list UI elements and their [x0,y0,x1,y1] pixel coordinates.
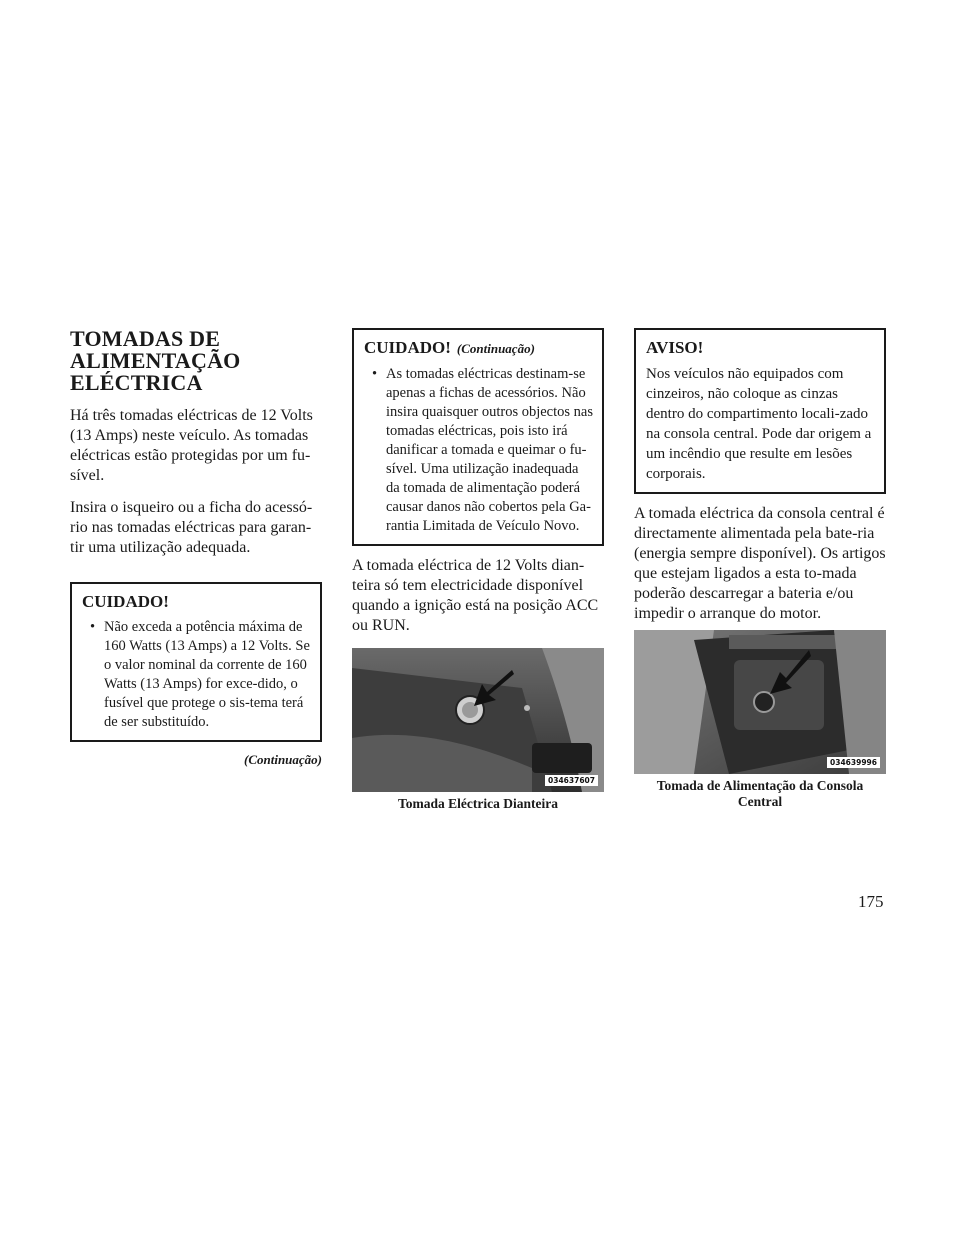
caution-title-text: CUIDADO! [364,338,451,357]
figure-caption: Tomada de Alimentação da Consola Central [656,778,864,809]
continued-label: (Continuação) [243,752,322,767]
caution-continued-label: (Continuação) [456,341,535,356]
console-outlet-paragraph: A tomada eléctrica da consola central é directamente alimentada pela bate-ria (energia sempre disponível). Os artigos que estejam ligados a esta to-mada poderão descarregar a bateria e/ou impedir o arranque do motor. [634,505,886,622]
figure-caption: Tomada Eléctrica Dianteira [398,796,558,811]
heading-line: ELÉCTRICA [70,370,203,395]
caution-title [364,338,594,359]
console-outlet-photo [634,630,886,774]
page-number: 175 [858,892,884,911]
figure-code: 034639996 [827,757,880,768]
figure-code: 034637607 [545,775,598,786]
heading-line: TOMADAS DE [70,326,221,351]
front-outlet-photo [352,648,604,792]
column-left [70,328,322,768]
intro-paragraph: Há três tomadas eléctricas de 12 Volts (13 Amps) neste veículo. As tomadas eléctricas estão protegidas por um fu-sível. [70,407,313,484]
heading-line: ALIMENTAÇÃO [70,348,241,373]
section-heading [70,328,322,394]
warning-box [634,328,886,494]
front-outlet-illustration [352,648,604,792]
figure-front-outlet [352,648,604,812]
column-middle [352,328,604,812]
caution-title: CUIDADO! [82,592,169,611]
console-outlet-illustration [634,630,886,774]
caution-box-continued [352,328,604,546]
front-outlet-paragraph: A tomada eléctrica de 12 Volts dian-teira só tem electricidade disponível quando a ignição está na posição ACC ou RUN. [352,557,599,634]
caution-item: • Não exceda a potência máxima de 160 Watts (13 Amps) a 12 Volts. Se o valor nominal da corrente de 160 Watts (13 Amps) for exce-dido, o fusível que protege o sis-tema terá de ser substituído. [82,618,312,732]
column-right [634,328,886,810]
caution-item: • As tomadas eléctricas destinam-se apenas a fichas de acessórios. Não insira quaisquer outros objectos nas tomadas eléctricas, pois isto irá danificar a tomada e queimar o fu-sível. Uma utilização inadequada da tomada de alimentação poderá causar danos não cobertos pela Ga-rantia Limitada de Veículo Novo. [364,365,594,536]
warning-title: AVISO! [646,338,704,357]
caution-box [70,582,322,742]
figure-console-outlet [634,630,886,810]
warning-text: Nos veículos não equipados com cinzeiros, não coloque as cinzas dentro do compartimento locali-zado na consola central. Pode dar origem a um incêndio que resulte em lesões corporais. [646,366,872,482]
usage-paragraph: Insira o isqueiro ou a ficha do acessó-rio nas tomadas eléctricas para garan-tir uma utilização adequada. [70,499,313,556]
